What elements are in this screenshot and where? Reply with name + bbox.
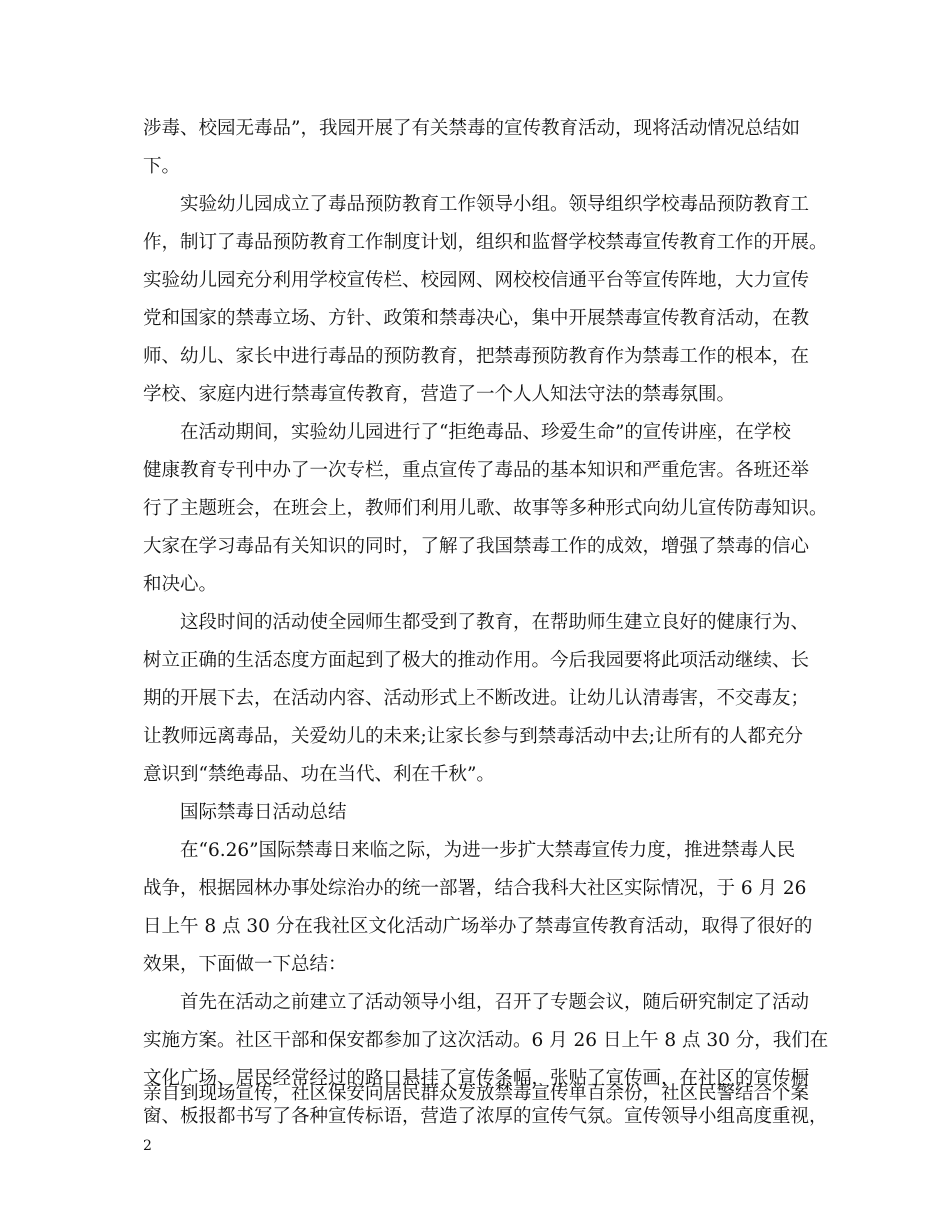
text-line: 树立正确的生活态度方面起到了极大的推动作用。今后我园要将此项活动继续、长 [143, 650, 810, 671]
text-line: 战争，根据园林办事处综治办的统一部署，结合我科大社区实际情况，于 6 月 26 [143, 878, 807, 899]
text-line: 实施方案。社区干部和保安都参加了这次活动。6 月 26 日上午 8 点 30 分，我们在 [143, 1030, 829, 1051]
paragraph-start-line: 这段时间的活动使全园师生都受到了教育，在帮助师生建立良好的健康行为、 [180, 612, 810, 633]
text-line: 和决心。 [143, 574, 218, 595]
text-line: 学校、家庭内进行禁毒宣传教育，营造了一个人人知法守法的禁毒氛围。 [143, 384, 736, 405]
text-line: 窗、板报都书写了各种宣传标语，营造了浓厚的宣传气氛。宣传领导小组高度重视， [143, 1106, 828, 1127]
text-line: 亲自到现场宣传，社区保安向居民群众发放禁毒宣传单百余份，社区民警结合个案 [143, 1083, 810, 1104]
text-line: 期的开展下去，在活动内容、活动形式上不断改进。让幼儿认清毒害，不交毒友； [143, 688, 810, 709]
text-line: 下。 [143, 156, 181, 177]
paragraph-start-line: 首先在活动之前建立了活动领导小组，召开了专题会议，随后研究制定了活动 [180, 992, 810, 1013]
page-number: 2 [143, 1138, 152, 1154]
paragraph-start-line: 在活动期间，实验幼儿园进行了“拒绝毒品、珍爱生命”的宣传讲座，在学校 [180, 422, 791, 443]
text-line: 效果，下面做一下总结： [143, 954, 347, 975]
text-line: 日上午 8 点 30 分在我社区文化活动广场举办了禁毒宣传教育活动，取得了很好的 [143, 916, 813, 937]
text-line: 让教师远离毒品，关爱幼儿的未来;让家长参与到禁毒活动中去;让所有的人都充分 [143, 726, 803, 747]
text-line: 作，制订了毒品预防教育工作制度计划，组织和监督学校禁毒宣传教育工作的开展。 [143, 232, 828, 253]
text-line: 大家在学习毒品有关知识的同时，了解了我国禁毒工作的成效，增强了禁毒的信心 [143, 536, 810, 557]
paragraph-start-line: 在“6.26”国际禁毒日来临之际，为进一步扩大禁毒宣传力度，推进禁毒人民 [180, 840, 796, 861]
text-line: 意识到“禁绝毒品、功在当代、利在千秋”。 [143, 764, 495, 785]
paragraph-start-line: 实验幼儿园成立了毒品预防教育工作领导小组。领导组织学校毒品预防教育工 [180, 194, 810, 215]
text-line: 健康教育专刊中办了一次专栏，重点宣传了毒品的基本知识和严重危害。各班还举 [143, 460, 810, 481]
text-line: 师、幼儿、家长中进行毒品的预防教育，把禁毒预防教育作为禁毒工作的根本，在 [143, 346, 810, 367]
text-line: 行了主题班会，在班会上，教师们利用儿歌、故事等多种形式向幼儿宣传防毒知识。 [143, 498, 828, 519]
text-line: 实验幼儿园充分利用学校宣传栏、校园网、网校校信通平台等宣传阵地，大力宣传 [143, 270, 810, 291]
text-line: 党和国家的禁毒立场、方针、政策和禁毒决心，集中开展禁毒宣传教育活动，在教 [143, 308, 810, 329]
text-line: 文化广场、居民经常经过的路口悬挂了宣传条幅，张贴了宣传画，在社区的宣传橱 [143, 1068, 810, 1089]
section-heading: 国际禁毒日活动总结 [180, 802, 347, 823]
text-line: 涉毒、校园无毒品”，我园开展了有关禁毒的宣传教育活动，现将活动情况总结如 [143, 118, 800, 139]
